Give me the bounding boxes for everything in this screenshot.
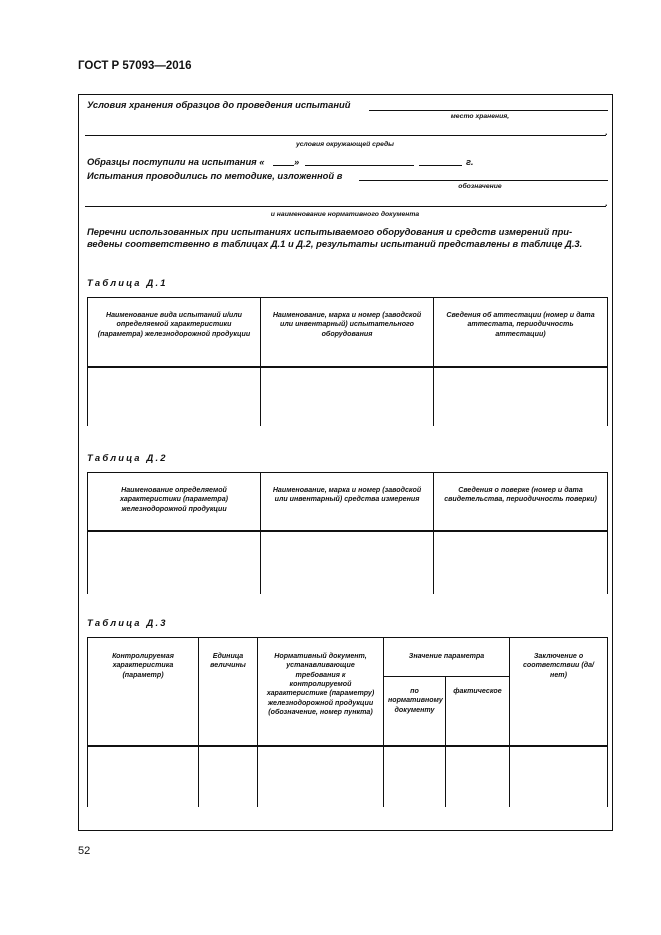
table2-caption: Таблица Д.2 [87,452,168,463]
table3-cell[interactable] [510,746,608,807]
table3-caption: Таблица Д.3 [87,617,168,628]
table1-header-equipment: Наименование, марка и номер (заводской или инвентарный) испытательного оборудования [261,298,434,367]
received-day-field[interactable] [273,165,294,166]
table2-cell[interactable] [261,531,434,594]
table1-caption: Таблица Д.1 [87,277,168,288]
env-conditions-note: условия окружающей среды [296,141,394,148]
document-header: ГОСТ Р 57093—2016 [78,60,192,72]
table3-header-value-actual: фактическое [446,677,510,746]
period-mark-2: . [605,198,608,208]
table1-header-test-type: Наименование вида испытаний и/или определяемой характеристики (параметра) железнодорожной продукции [88,298,261,367]
received-prefix: Образцы поступили на испытания « [87,156,265,167]
table2-cell[interactable] [434,531,608,594]
table2-header-verification: Сведения о поверке (номер и дата свидетельства, периодичность поверки) [434,473,608,531]
received-suffix: г. [466,156,474,167]
normdoc-note: и наименование нормативного документа [270,211,420,218]
received-mid: » [294,156,300,167]
table3-header-normdoc: Нормативный документ, устанавливающие требования к контролируемой характеристике (параметру) железнодорожной продукции (обозначение, номер пункта) [258,638,384,746]
table2-header-instrument: Наименование, марка и номер (заводской или инвентарный) средства измерения [261,473,434,531]
table3-header-characteristic: Контролируемая характеристика (параметр) [88,638,199,746]
storage-conditions-field[interactable] [369,110,608,111]
table3-cell[interactable] [258,746,384,807]
table3-header-value-normdoc: по нормативному документу [384,677,446,746]
paragraph-line-1: Перечни использованных при испытаниях испытываемого оборудования и средств измерений при- [87,226,573,237]
storage-conditions-label: Условия хранения образцов до проведения испытаний [87,99,351,110]
period-mark: . [605,127,608,137]
table2-cell[interactable] [88,531,261,594]
table1-cell[interactable] [434,367,608,426]
table3-cell[interactable] [88,746,199,807]
method-label: Испытания проводились по методике, изложенной в [87,170,343,181]
table1-header-certification: Сведения об аттестации (номер и дата аттестата, периодичность аттестации) [434,298,608,367]
paragraph-line-2: ведены соответственно в таблицах Д.1 и Д.2, результаты испытаний представлены в таблице Д.3. [87,238,583,249]
received-year-field[interactable] [419,165,462,166]
table-d2 [87,472,608,594]
table3-header-unit: Единица величины [199,638,258,746]
page-number: 52 [78,845,91,857]
table3-cell[interactable] [199,746,258,807]
table2-header-characteristic: Наименование определяемой характеристики (параметра) железнодорожной продукции [88,473,261,531]
table1-cell[interactable] [261,367,434,426]
designation-note: обозначение [458,183,502,190]
table-d1 [87,297,608,426]
table3-cell[interactable] [384,746,446,807]
table3-header-value: Значение параметра [384,638,510,677]
table3-cell[interactable] [446,746,510,807]
table1-cell[interactable] [88,367,261,426]
storage-env-field[interactable] [85,135,606,136]
table3-header-conclusion: Заключение о соответствии (да/нет) [510,638,608,746]
storage-place-note: место хранения, [450,113,510,120]
table-d3 [87,637,608,807]
received-month-field[interactable] [305,165,414,166]
method-field[interactable] [359,180,608,181]
method-field-continued[interactable] [85,206,606,207]
